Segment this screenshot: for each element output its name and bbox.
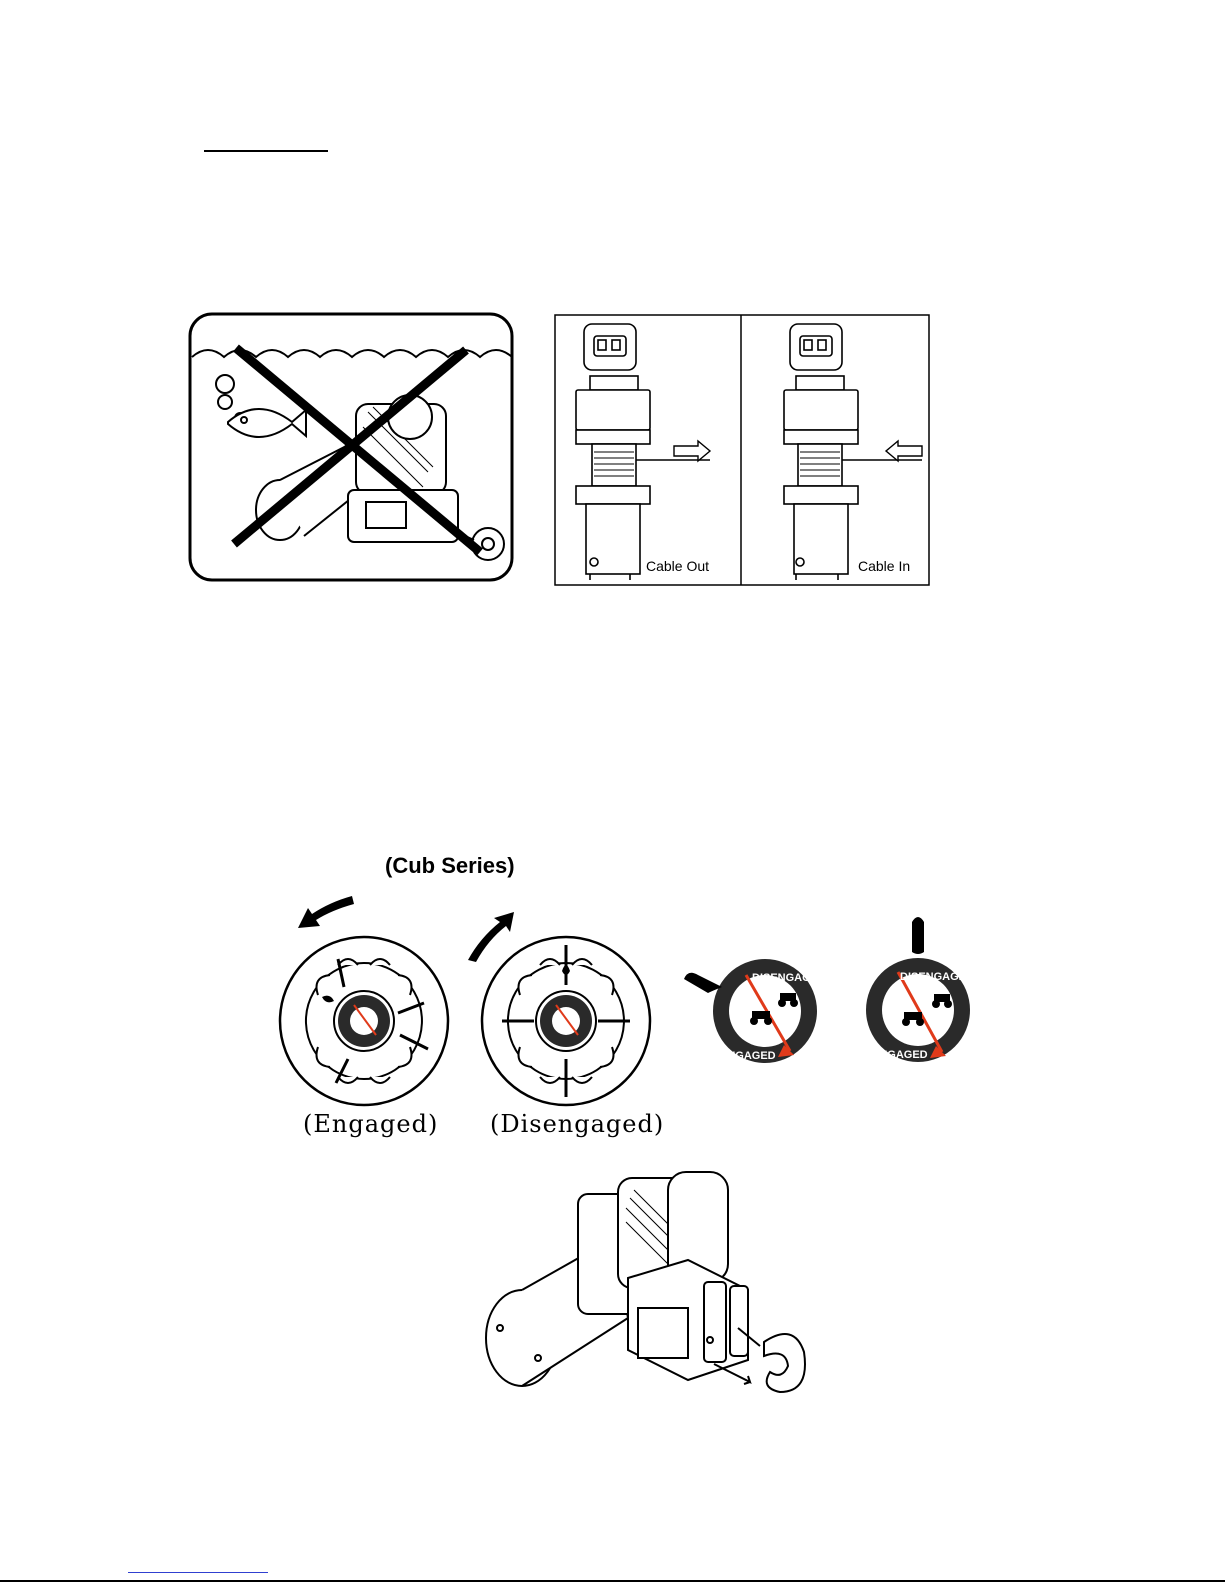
winch-icon xyxy=(486,1172,748,1386)
winch-free-spool-figure xyxy=(478,1158,808,1408)
clutch-dial-disengaged-closeup xyxy=(858,912,988,1072)
clutch-series-title: (Cub Series) xyxy=(385,853,515,878)
footer-link-underline[interactable] xyxy=(128,1572,268,1573)
pull-direction-arrow-icon xyxy=(714,1364,750,1384)
dial-disengaged-label: DISENGAGED xyxy=(900,971,974,983)
cable-direction-figure xyxy=(554,314,930,586)
dial-engaged-label: ENGAGED xyxy=(720,1050,776,1062)
cable-in-label: Cable In xyxy=(858,558,911,574)
engaged-caption: (Engaged) xyxy=(303,1110,439,1138)
clutch-knob-engaged xyxy=(278,935,450,1107)
rotation-arrow-ccw-icon xyxy=(298,896,354,928)
clutch-dial-engaged-closeup xyxy=(680,955,830,1075)
dial-engaged-label: ENGAGED xyxy=(872,1049,928,1061)
page-bottom-rule xyxy=(0,1580,1225,1582)
dial-disengaged-label: DISENGAGED xyxy=(752,972,826,984)
underwater-warning-figure xyxy=(188,312,514,582)
disengaged-caption: (Disengaged) xyxy=(490,1110,665,1138)
section-heading-underline xyxy=(204,150,328,152)
clutch-knob-disengaged xyxy=(480,935,652,1107)
cable-out-label: Cable Out xyxy=(646,558,710,574)
